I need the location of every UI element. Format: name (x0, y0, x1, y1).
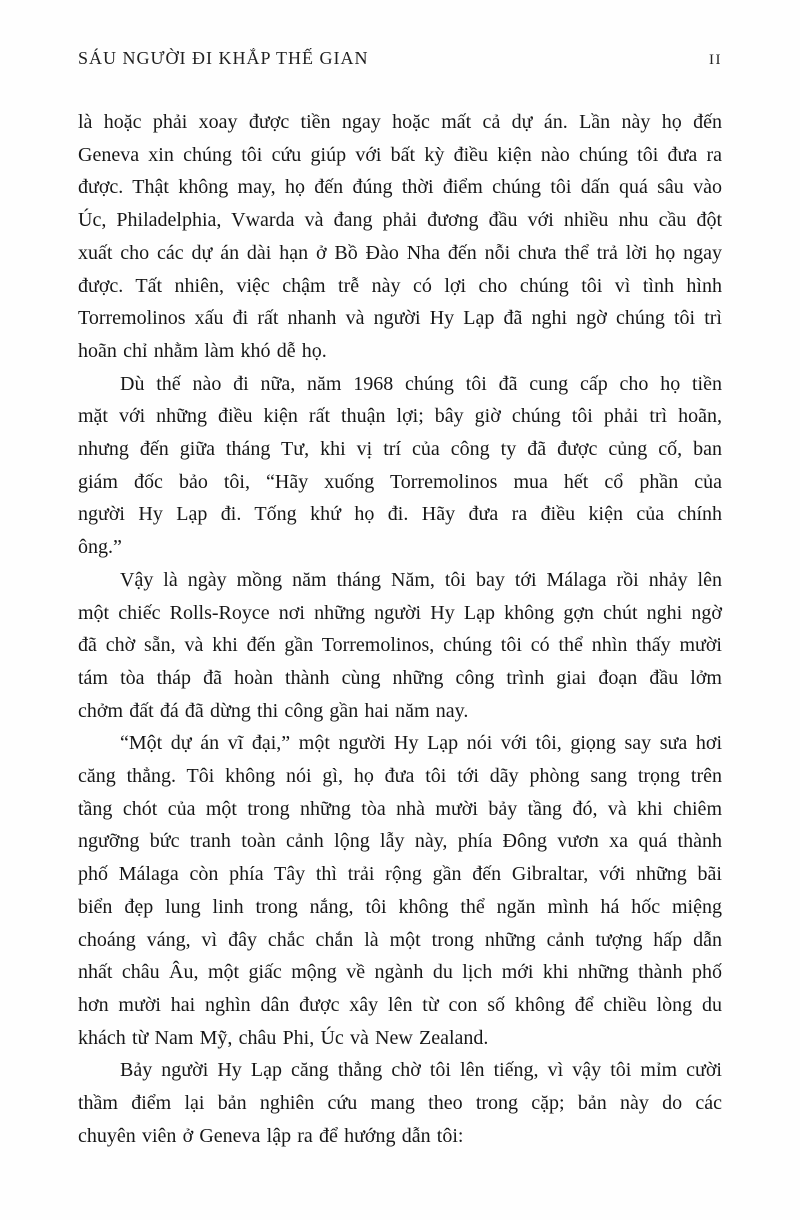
text-line: thầm điểm lại bản nghiên cứu mang theo trong cặp; bản này do các (78, 1092, 722, 1115)
text-line: nhưng đến giữa tháng Tư, khi vị trí của công ty đã được củng cố, ban (78, 438, 722, 461)
text-line: “Một dự án vĩ đại,” một người Hy Lạp nói với tôi, giọng say sưa hơi (120, 732, 722, 755)
text-line: biển đẹp lung linh trong nắng, tôi không thể ngăn mình há hốc miệng (78, 895, 722, 918)
page-number: II (709, 52, 722, 68)
text-line: Geneva xin chúng tôi cứu giúp với bất kỳ điều kiện nào chúng tôi đưa ra (78, 143, 722, 166)
text-line: căng thẳng. Tôi không nói gì, họ đưa tôi tới dãy phòng sang trọng trên (78, 765, 722, 788)
text-line: choáng váng, vì đây chắc chắn là một trong những cảnh tượng hấp dẫn (78, 928, 722, 951)
text-line: tám tòa tháp đã hoàn thành cùng những công trình giai đoạn đầu lởm (78, 666, 722, 689)
text-line: Torremolinos xấu đi rất nhanh và người Hy Lạp đã nghi ngờ chúng tôi trì (78, 307, 722, 330)
text-line: Úc, Philadelphia, Vwarda và đang phải đương đầu với nhiều nhu cầu đột (78, 209, 722, 232)
text-line: là hoặc phải xoay được tiền ngay hoặc mất cả dự án. Lần này họ đến (78, 111, 722, 133)
text-line: hơn mười hai nghìn dân được xây lên từ con số không để chiều lòng du (78, 993, 722, 1016)
text-line: xuất cho các dự án dài hạn ở Bồ Đào Nha đến nỗi chưa thể trả lời họ ngay (78, 241, 722, 264)
text-line: một chiếc Rolls-Royce nơi những người Hy Lạp không gợn chút nghi ngờ (78, 601, 722, 624)
text-line: tầng chót của một trong những tòa nhà mười bảy tầng đó, và khi chiêm (78, 797, 722, 820)
text-line: đã chờ sẵn, và khi đến gần Torremolinos, chúng tôi có thể nhìn thấy mười (78, 634, 722, 657)
text-line: khách từ Nam Mỹ, châu Phi, Úc và New Zealand. (78, 1026, 489, 1049)
text-line: ông.” (78, 536, 122, 559)
running-head (78, 48, 722, 69)
text-line: mặt với những điều kiện rất thuận lợi; bây giờ chúng tôi phải trì hoãn, (78, 405, 722, 428)
text-line: Dù thế nào đi nữa, năm 1968 chúng tôi đã cung cấp cho họ tiền (120, 372, 722, 395)
text-line: giám đốc bảo tôi, “Hãy xuống Torremolinos mua hết cổ phần của (78, 470, 722, 493)
page-title: SÁU NGƯỜI ĐI KHẮP THẾ GIAN (78, 48, 369, 68)
text-line: được. Tất nhiên, việc chậm trễ này có lợi cho chúng tôi vì tình hình (78, 274, 722, 297)
text-line: được. Thật không may, họ đến đúng thời điểm chúng tôi dấn quá sâu vào (78, 176, 722, 199)
text-line: Bảy người Hy Lạp căng thẳng chờ tôi lên tiếng, vì vậy tôi mỉm cười (120, 1059, 722, 1082)
page-body (78, 106, 722, 1153)
text-line: ngưỡng bức tranh toàn cảnh lộng lẫy này, phía Đông vươn xa quá thành (78, 830, 722, 853)
text-line: người Hy Lạp đi. Tống khứ họ đi. Hãy đưa ra điều kiện của chính (78, 503, 722, 526)
text-line: chuyên viên ở Geneva lập ra để hướng dẫn tôi: (78, 1124, 464, 1147)
text-line: Vậy là ngày mồng năm tháng Năm, tôi bay tới Málaga rồi nhảy lên (120, 568, 722, 591)
text-line: phố Málaga còn phía Tây thì trải rộng gần đến Gibraltar, với những bãi (78, 863, 722, 886)
text-line: nhất châu Âu, một giấc mộng về ngành du lịch mới khi những thành phố (78, 961, 722, 984)
text-line: hoãn chỉ nhằm làm khó dễ họ. (78, 339, 327, 362)
text-line: chởm đất đá đã dừng thi công gần hai năm nay. (78, 699, 469, 722)
